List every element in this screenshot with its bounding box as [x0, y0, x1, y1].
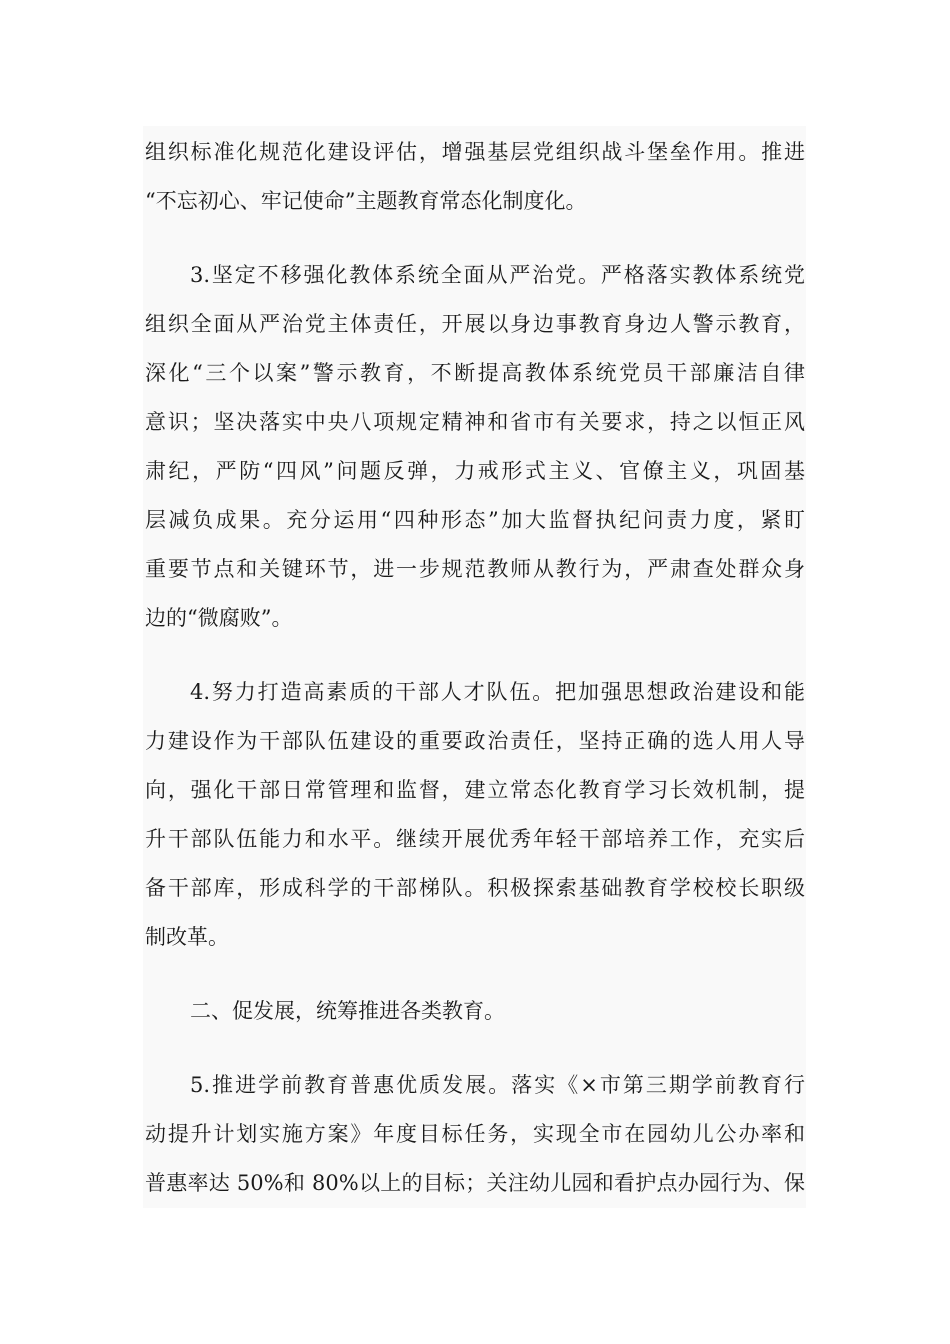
paragraph-line: “不忘初心、牢记使命”主题教育常态化制度化。: [145, 189, 587, 213]
paragraph-line: 肃纪，严防“四风”问题反弹，力戒形式主义、官僚主义，巩固基: [145, 459, 805, 483]
paragraph-line: 向，强化干部日常管理和监督，建立常态化教育学习长效机制，提: [145, 778, 805, 802]
paragraph-line: 深化“三个以案”警示教育，不断提高教体系统党员干部廉洁自律: [145, 361, 805, 385]
paragraph-line: 层减负成果。充分运用“四种形态”加大监督执纪问责力度，紧盯: [145, 508, 805, 532]
paragraph-line: 5.推进学前教育普惠优质发展。落实《×市第三期学前教育行: [190, 1073, 805, 1097]
paragraph-line: 重要节点和关键环节，进一步规范教师从教行为，严肃查处群众身: [145, 557, 805, 581]
paragraph-line: 力建设作为干部队伍建设的重要政治责任，坚持正确的选人用人导: [145, 729, 805, 753]
paragraph-line: 意识；坚决落实中央八项规定精神和省市有关要求，持之以恒正风: [145, 410, 805, 434]
paragraph-line: 组织全面从严治党主体责任，开展以身边事教育身边人警示教育，: [145, 312, 805, 336]
paragraph-line: 升干部队伍能力和水平。继续开展优秀年轻干部培养工作，充实后: [145, 827, 805, 851]
paragraph-line: 3.坚定不移强化教体系统全面从严治党。严格落实教体系统党: [190, 263, 805, 287]
paragraph-line: 组织标准化规范化建设评估，增强基层党组织战斗堡垒作用。推进: [145, 140, 805, 164]
paragraph-line: 动提升计划实施方案》年度目标任务，实现全市在园幼儿公办率和: [145, 1122, 805, 1146]
paragraph-line: 普惠率达 50%和 80%以上的目标；关注幼儿园和看护点办园行为、保: [145, 1171, 805, 1195]
paragraph-line: 边的“微腐败”。: [145, 606, 293, 630]
paragraph-line: 4.努力打造高素质的干部人才队伍。把加强思想政治建设和能: [190, 680, 805, 704]
paragraph-line: 备干部库，形成科学的干部梯队。积极探索基础教育学校校长职级: [145, 876, 805, 900]
paragraph-line: 制改革。: [145, 925, 229, 949]
section-heading: 二、促发展，统筹推进各类教育。: [190, 999, 505, 1023]
